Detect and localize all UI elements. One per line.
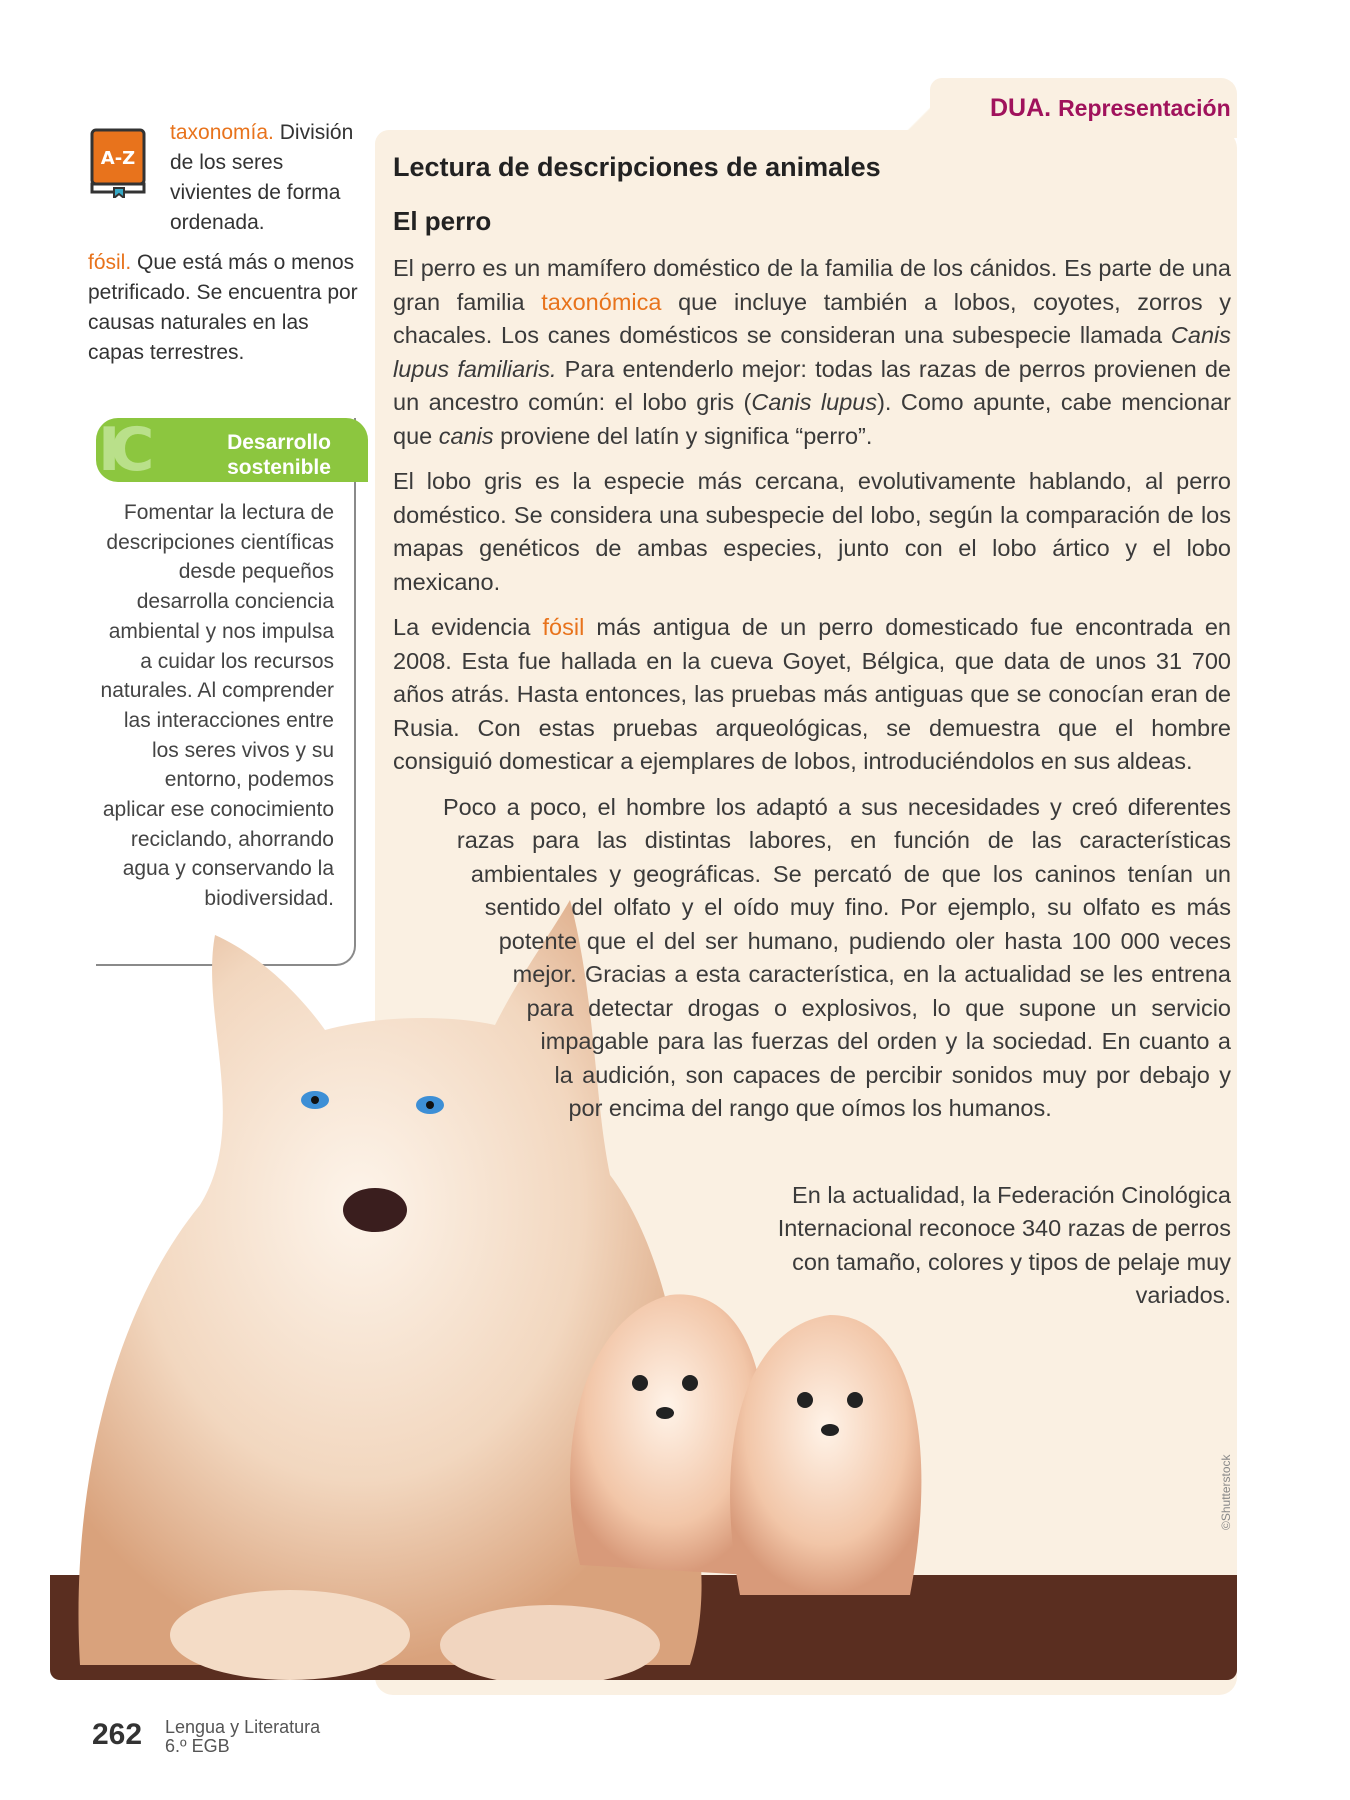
reading-title: Lectura de descripciones de animales — [393, 152, 881, 182]
paragraph-1: El perro es un mamífero doméstico de la familia de los cánidos. Es parte de una gran familia taxonómica que incluye también a lobos, coyotes, zorros y chacales. Los canes domésticos se consideran una subespecie llamada Canis lupus familiaris. Para entenderlo mejor: todas las razas de perros provienen de un ancestro común: el lobo gris (Canis lupus). Como apunte, cabe mencionar que canis proviene del latín y significa “perro”. — [393, 255, 1231, 449]
ic-badge-icon: IC — [98, 415, 145, 485]
glossary-term: taxonomía. — [170, 121, 274, 144]
dua-label: DUA. Representación — [990, 94, 1231, 122]
reading-subtitle: El perro — [393, 206, 492, 236]
glossary-term: fósil. — [88, 251, 132, 274]
sustainability-text: Fomentar la lectura de descripciones científicas desde pequeños desarrolla conciencia ambiental y nos impulsa a cuidar los recursos naturales. Al comprender las interacciones entre los seres vivos y su entorno, podemos aplicar ese conocimiento reciclando, ahorrando agua y conservando la biodiversidad. — [100, 501, 334, 911]
footer-subject: Lengua y Literatura 6.º EGB — [165, 1717, 321, 1756]
svg-text:A-Z: A-Z — [100, 148, 136, 169]
paragraph-3: La evidencia fósil más antigua de un perro domesticado fue encontrada en 2008. Esta fue hallada en la cueva Goyet, Bélgica, que data de unos 31 700 años atrás. Hasta entonces, las pruebas más antiguas que se conocían eran de Rusia. Con estas pruebas arqueológicas, se demuestra que el hombre consiguió domesticar a ejemplares de lobos, introduciéndolos en sus aldeas. — [393, 614, 1231, 774]
glossary — [88, 118, 358, 368]
paragraph-2: El lobo gris es la especie más cercana, evolutivamente hablando, al perro doméstico. Se considera una subespecie del lobo, según la comparación de los mapas genéticos de ambas especies, junto con el lobo ártico y el lobo mexicano. — [393, 468, 1231, 595]
paragraph-4: Poco a poco, el hombre los adaptó a sus necesidades y creó diferentes razas para las distintas labores, en función de las características ambientales y geográficas. Se percató de que los caninos tenían un sentido del olfato y el oído muy fino. Por ejemplo, su olfato es más potente que el del ser humano, pudiendo oler hasta 100 000 veces mejor. Gracias a esta característica, en la actualidad se les entrena para detectar drogas o explosivos, lo que supone un servicio impagable para las fuerzas del orden y la sociedad. En cuanto a la audición, son capaces de percibir sonidos muy por debajo y por encima del rango que oímos los humanos. — [442, 793, 1231, 1121]
reading-body — [393, 252, 1231, 1325]
glossary-definition: Que está más o menos petrificado. Se encuentra por causas naturales en las capas terrestres. — [88, 251, 358, 364]
sustainability-header — [96, 415, 368, 485]
sustainability-title: Desarrollo sostenible — [227, 431, 331, 479]
glossary-entry-fosil — [88, 248, 358, 368]
highlight-term: fósil — [542, 614, 585, 640]
highlight-term: taxonómica — [541, 288, 662, 315]
dictionary-icon — [88, 128, 148, 198]
photo-credit: ©Shutterstock — [1219, 1454, 1233, 1530]
glossary-definition: División de los seres vivientes de forma ordenada. — [170, 121, 354, 234]
page-number: 262 — [92, 1718, 143, 1751]
paragraph-5: En la actualidad, la Federación Cinológica Internacional reconoce 340 razas de perros con tamaño, colores y tipos de pelaje muy variados. — [777, 1181, 1231, 1308]
